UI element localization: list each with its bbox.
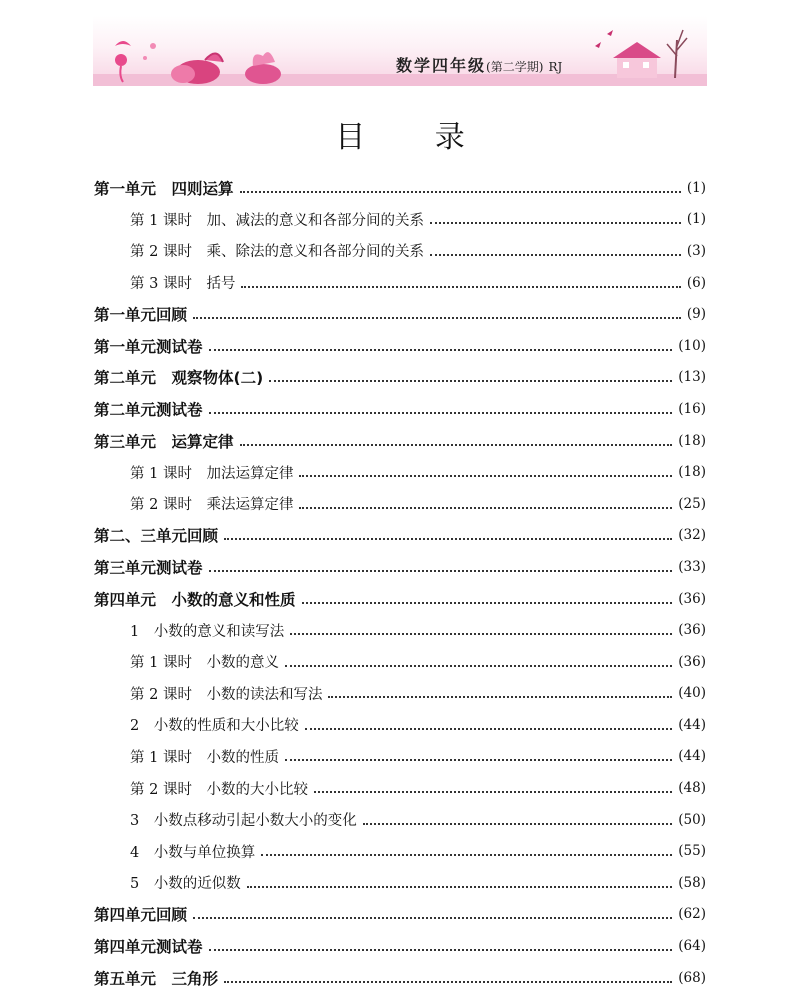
- leader-dots: [363, 823, 673, 825]
- leader-dots: [224, 981, 672, 983]
- flower-decoration-icon: [93, 16, 293, 86]
- toc-row[interactable]: [94, 930, 706, 962]
- header-banner: [93, 16, 707, 86]
- toc-row[interactable]: [94, 362, 706, 394]
- toc-page: (50): [678, 811, 706, 828]
- toc-row[interactable]: [94, 393, 706, 425]
- toc-page: (13): [678, 369, 706, 386]
- toc-label: 4 小数与单位换算: [130, 844, 256, 861]
- toc-row[interactable]: [94, 835, 706, 867]
- toc-page: (58): [678, 874, 706, 891]
- banner-title: [396, 53, 562, 76]
- toc-label: 第四单元测试卷: [94, 938, 203, 957]
- toc-label: 第四单元回顾: [94, 906, 188, 925]
- toc-label: 1 小数的意义和读写法: [130, 623, 285, 640]
- toc-page: (9): [686, 306, 706, 323]
- toc-label: 5 小数的近似数: [130, 876, 241, 893]
- book-semester: (第二学期): [486, 60, 544, 74]
- toc-label: 第 2 课时 小数的读法和写法: [130, 686, 323, 703]
- leader-dots: [193, 317, 681, 319]
- leader-dots: [224, 538, 672, 540]
- toc-label: 3 小数点移动引起小数大小的变化: [130, 813, 357, 830]
- page-title: 目 录: [335, 120, 495, 155]
- book-edition: RJ: [548, 60, 563, 74]
- toc-page: (36): [678, 622, 706, 639]
- toc-page: (40): [678, 685, 706, 702]
- toc-label: 第一单元回顾: [94, 306, 188, 325]
- toc-label: 第 2 课时 乘法运算定律: [130, 497, 294, 514]
- book-title: 数学四年级: [396, 56, 487, 75]
- leader-dots: [247, 886, 673, 888]
- toc-row[interactable]: [94, 709, 706, 741]
- toc-label: 第二单元测试卷: [94, 400, 203, 419]
- toc-page: (1): [686, 211, 706, 228]
- toc-page: (64): [678, 938, 706, 955]
- toc-page: (16): [678, 400, 706, 417]
- toc-page: (10): [678, 337, 706, 354]
- toc-label: 第 1 课时 小数的意义: [130, 655, 279, 672]
- toc-label: 第三单元测试卷: [94, 558, 203, 577]
- leader-dots: [209, 949, 673, 951]
- toc-page: (62): [678, 906, 706, 923]
- toc-row[interactable]: [94, 646, 706, 678]
- toc-page: (18): [678, 432, 706, 449]
- toc-label: 第 1 课时 加、减法的意义和各部分间的关系: [130, 212, 424, 229]
- toc-row[interactable]: [94, 520, 706, 552]
- toc-page: (25): [678, 495, 706, 512]
- leader-dots: [430, 254, 681, 256]
- toc-label: 第五单元 三角形: [94, 969, 219, 988]
- toc-label: 第 2 课时 小数的大小比较: [130, 781, 308, 798]
- toc-page: (1): [686, 179, 706, 196]
- toc-label: 第一单元测试卷: [94, 337, 203, 356]
- leader-dots: [305, 728, 673, 730]
- toc-row[interactable]: [94, 204, 706, 236]
- toc-page: (18): [678, 464, 706, 481]
- leader-dots: [290, 633, 672, 635]
- toc-row[interactable]: [94, 235, 706, 267]
- house-tree-decoration-icon: [587, 16, 707, 86]
- toc-row[interactable]: [94, 772, 706, 804]
- toc-page: (48): [678, 780, 706, 797]
- toc-label: 第四单元 小数的意义和性质: [94, 590, 296, 609]
- leader-dots: [261, 854, 672, 856]
- toc-label: 第二单元 观察物体(二): [94, 369, 264, 388]
- toc-row[interactable]: [94, 298, 706, 330]
- toc-page: (44): [678, 748, 706, 765]
- toc-label: 第 3 课时 括号: [130, 276, 236, 293]
- toc-row[interactable]: [94, 330, 706, 362]
- toc-label: 第一单元 四则运算: [94, 179, 234, 198]
- table-of-contents: [94, 172, 706, 993]
- toc-label: 第 2 课时 乘、除法的意义和各部分间的关系: [130, 244, 424, 261]
- toc-row[interactable]: [94, 551, 706, 583]
- toc-row[interactable]: [94, 614, 706, 646]
- leader-dots: [299, 475, 672, 477]
- toc-row[interactable]: [94, 899, 706, 931]
- toc-row[interactable]: [94, 678, 706, 710]
- toc-label: 第 1 课时 加法运算定律: [130, 465, 294, 482]
- toc-row[interactable]: [94, 962, 706, 994]
- leader-dots: [285, 665, 672, 667]
- leader-dots: [328, 696, 672, 698]
- toc-row[interactable]: [94, 425, 706, 457]
- toc-page: (33): [678, 558, 706, 575]
- leader-dots: [193, 917, 672, 919]
- toc-row[interactable]: [94, 488, 706, 520]
- leader-dots: [302, 602, 673, 604]
- toc-label: 第三单元 运算定律: [94, 432, 234, 451]
- leader-dots: [314, 791, 672, 793]
- toc-row[interactable]: [94, 867, 706, 899]
- leader-dots: [240, 191, 681, 193]
- leader-dots: [209, 412, 673, 414]
- toc-page: (44): [678, 716, 706, 733]
- toc-page: (32): [678, 527, 706, 544]
- toc-page: (3): [686, 242, 706, 259]
- toc-label: 2 小数的性质和大小比较: [130, 718, 299, 735]
- toc-page: (68): [678, 969, 706, 986]
- toc-row[interactable]: [94, 804, 706, 836]
- toc-row[interactable]: [94, 456, 706, 488]
- toc-page: (36): [678, 653, 706, 670]
- leader-dots: [285, 759, 672, 761]
- leader-dots: [299, 507, 672, 509]
- toc-row[interactable]: [94, 583, 706, 615]
- toc-page: (55): [678, 843, 706, 860]
- leader-dots: [269, 380, 672, 382]
- toc-label: 第二、三单元回顾: [94, 527, 219, 546]
- leader-dots: [241, 286, 680, 288]
- toc-row[interactable]: [94, 741, 706, 773]
- toc-page: (6): [686, 274, 706, 291]
- leader-dots: [209, 349, 673, 351]
- leader-dots: [430, 222, 681, 224]
- toc-row[interactable]: [94, 267, 706, 299]
- leader-dots: [240, 444, 673, 446]
- toc-row[interactable]: [94, 172, 706, 204]
- leader-dots: [209, 570, 673, 572]
- toc-label: 第 1 课时 小数的性质: [130, 749, 279, 766]
- toc-page: (36): [678, 590, 706, 607]
